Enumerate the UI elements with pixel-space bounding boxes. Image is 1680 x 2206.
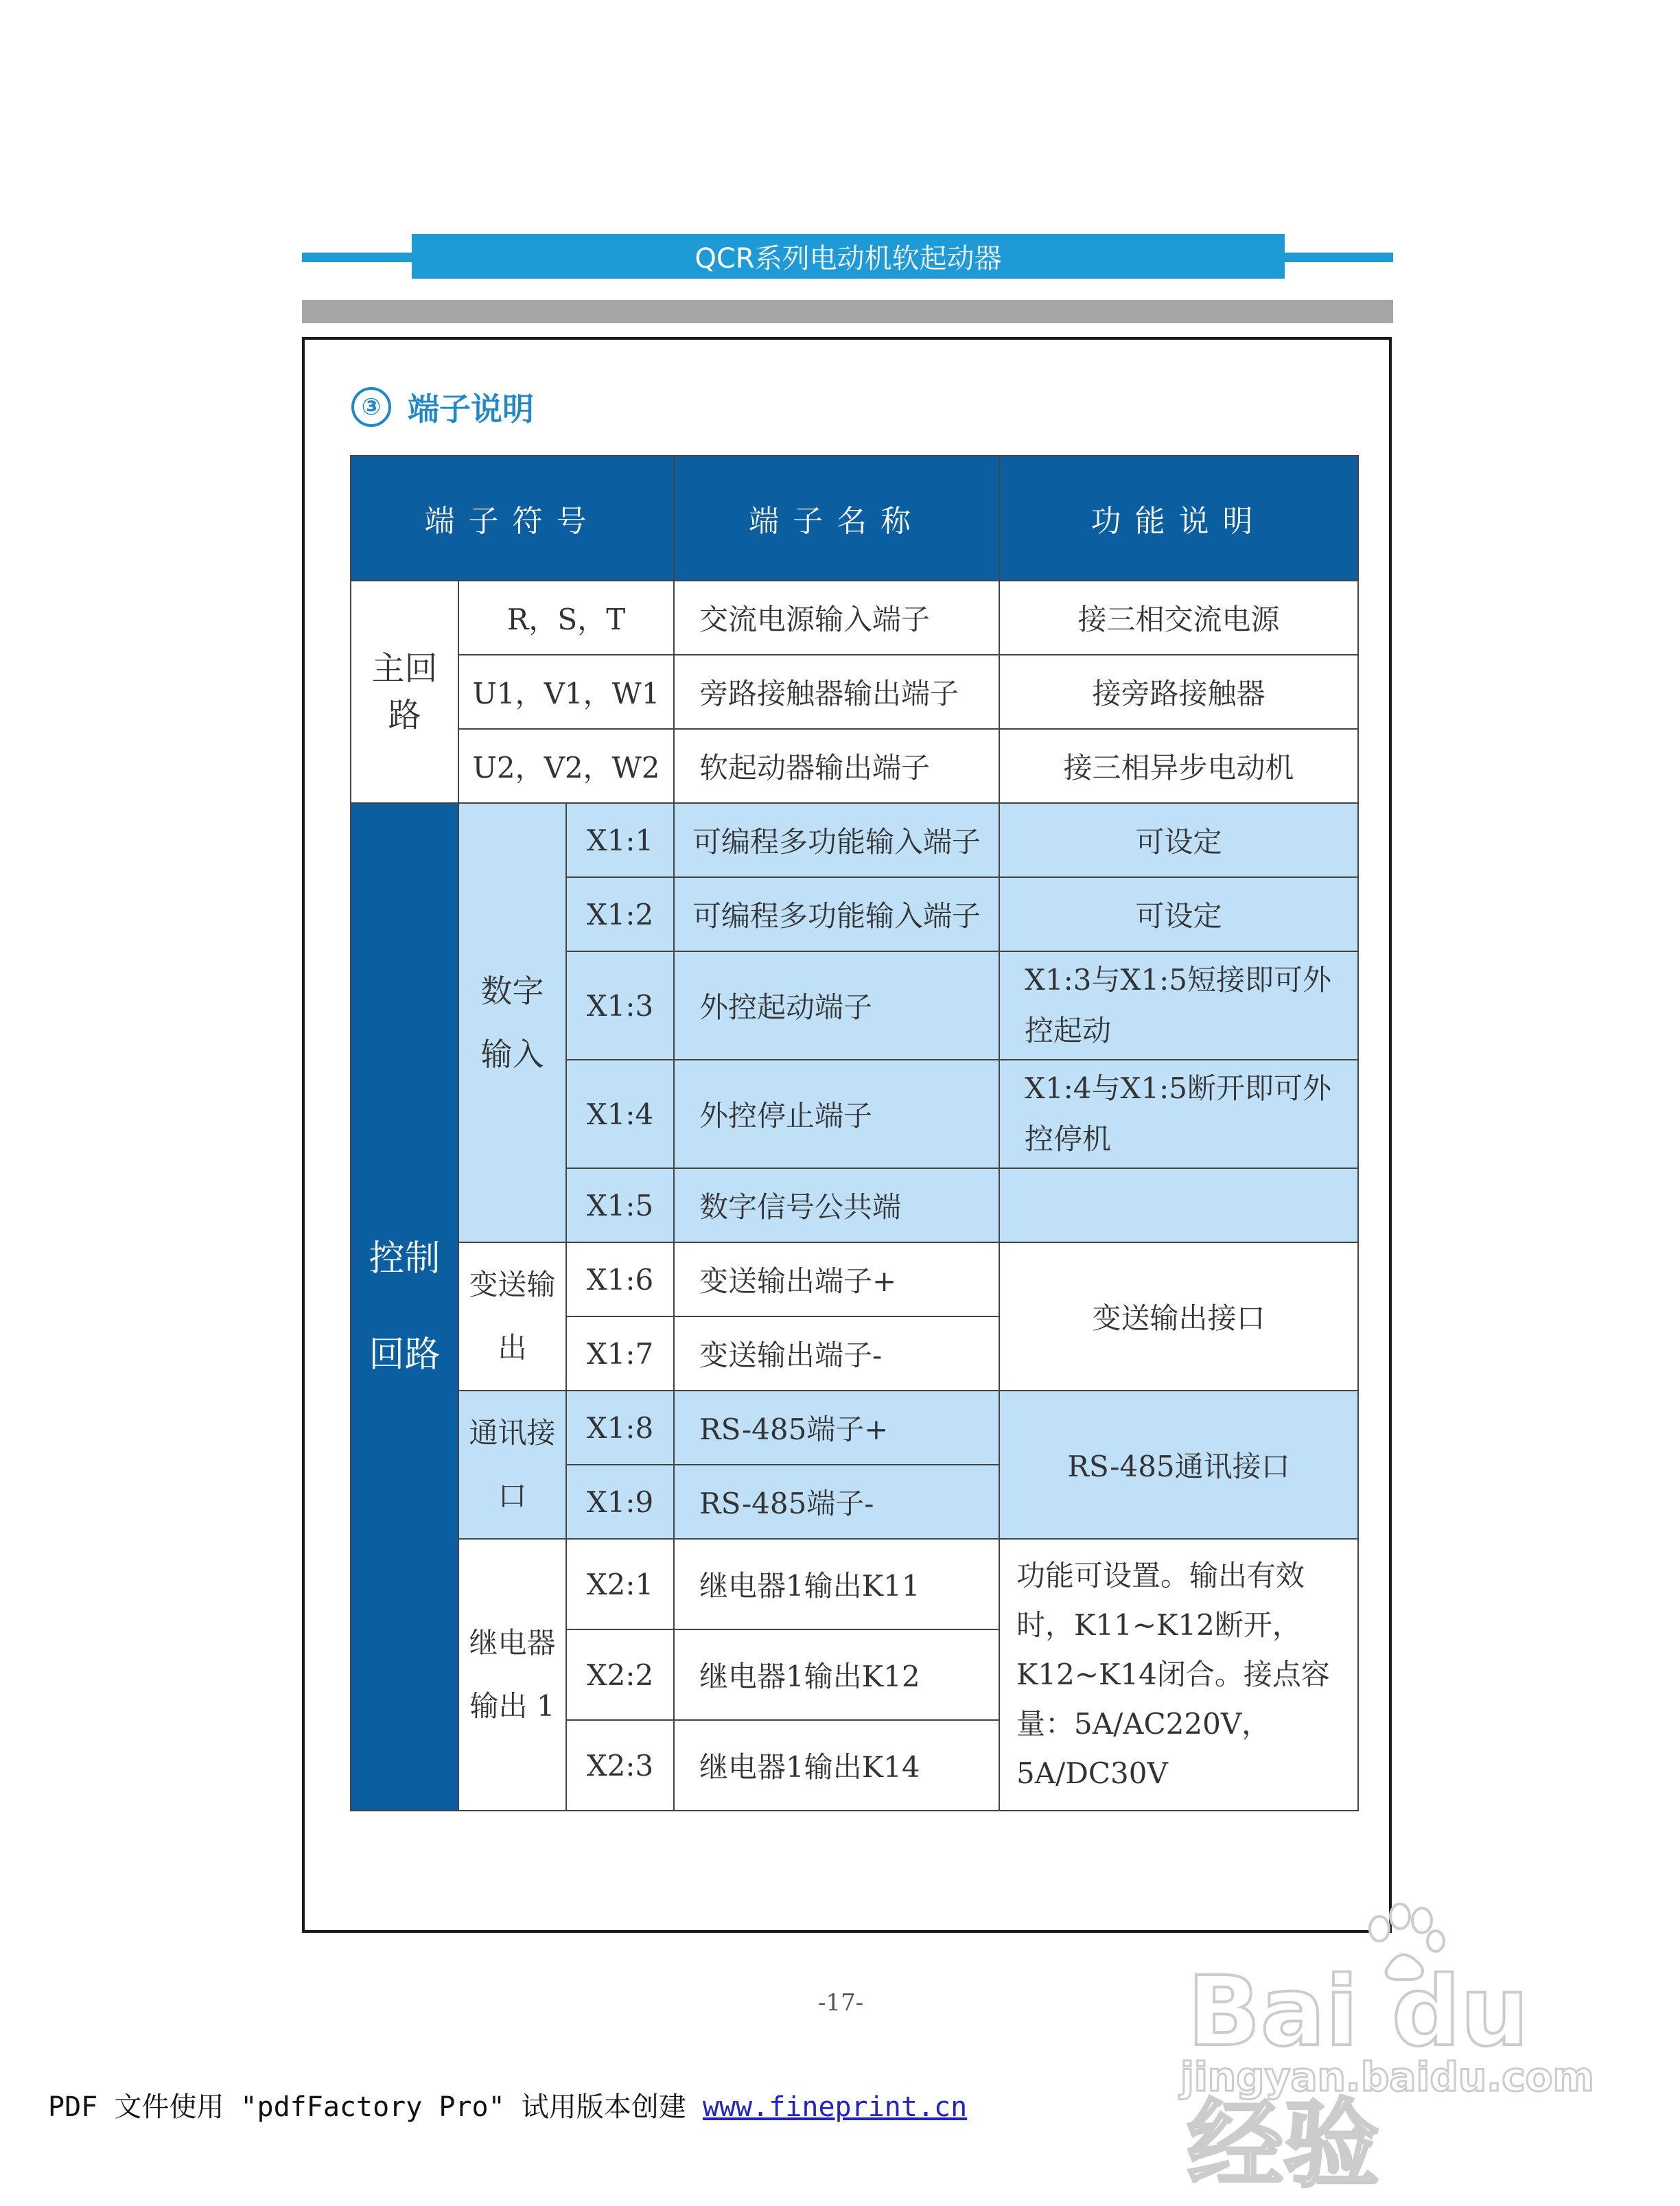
terminal-symbol: X1:7: [566, 1316, 674, 1391]
relay-output-function: 功能可设置。输出有效时，K11~K12断开，K12~K14闭合。接点容量：5A/AC220V，5A/DC30V: [999, 1539, 1358, 1811]
table-row: [351, 803, 1358, 877]
baidu-watermark: [1174, 1901, 1594, 2201]
table-row: [351, 729, 1358, 803]
terminal-name: 软起动器输出端子: [674, 729, 999, 803]
terminal-symbol: X1:4: [566, 1060, 674, 1168]
terminal-symbol: X1:1: [566, 803, 674, 877]
section-heading: [351, 383, 534, 431]
section-title: 端子说明: [408, 391, 534, 428]
watermark-url: jingyan.baidu.com: [1180, 2054, 1594, 2100]
comm-interface-function: RS-485通讯接口: [999, 1391, 1358, 1539]
terminal-function: X1:3与X1:5短接即可外控起动: [999, 951, 1358, 1060]
table-row: [351, 581, 1358, 655]
terminal-name: 变送输出端子+: [674, 1242, 999, 1316]
terminal-symbol: X1:2: [566, 877, 674, 951]
main-circuit-label: 主回路: [351, 581, 458, 803]
header-name: 端子名称: [674, 456, 999, 581]
terminal-function: 接三相异步电动机: [999, 729, 1358, 803]
terminal-name: 外控起动端子: [674, 951, 999, 1060]
table-header-row: [351, 456, 1358, 581]
terminal-symbol: U2，V2，W2: [458, 729, 674, 803]
table-row: [351, 655, 1358, 729]
terminal-function: 可设定: [999, 877, 1358, 951]
table-row: [351, 1539, 1358, 1629]
terminal-symbol: X2:1: [566, 1539, 674, 1629]
header-function: 功能说明: [999, 456, 1358, 581]
pdf-footer: [48, 2085, 967, 2124]
terminal-name: 变送输出端子-: [674, 1316, 999, 1391]
terminal-symbol: R，S，T: [458, 581, 674, 655]
transmit-output-label: 变送输出: [458, 1242, 566, 1391]
header-title: QCR系列电动机软起动器: [412, 234, 1285, 279]
terminal-symbol: X1:8: [566, 1391, 674, 1465]
terminal-function: 接三相交流电源: [999, 581, 1358, 655]
terminal-function: 接旁路接触器: [999, 655, 1358, 729]
terminal-name: 交流电源输入端子: [674, 581, 999, 655]
digital-input-label: 数字输入: [458, 803, 566, 1242]
page-number: -17-: [817, 1989, 864, 2017]
terminal-symbol: X2:3: [566, 1720, 674, 1811]
terminal-symbol: X1:3: [566, 951, 674, 1060]
terminal-name: 旁路接触器输出端子: [674, 655, 999, 729]
comm-interface-label: 通讯接口: [458, 1391, 566, 1539]
terminal-function: 可设定: [999, 803, 1358, 877]
watermark-logo: Bai du 经验: [1187, 1956, 1529, 2201]
terminal-name: 继电器1输出K12: [674, 1629, 999, 1720]
terminal-function: X1:4与X1:5断开即可外控停机: [999, 1060, 1358, 1168]
control-circuit-label: 控制回路: [351, 803, 458, 1811]
terminal-name: RS-485端子+: [674, 1391, 999, 1465]
gray-divider: [302, 300, 1393, 323]
terminal-symbol: X1:6: [566, 1242, 674, 1316]
terminal-name: 可编程多功能输入端子: [674, 877, 999, 951]
terminal-table: [350, 455, 1359, 1811]
terminal-function: [999, 1168, 1358, 1242]
terminal-name: 数字信号公共端: [674, 1168, 999, 1242]
terminal-name: RS-485端子-: [674, 1465, 999, 1539]
terminal-name: 外控停止端子: [674, 1060, 999, 1168]
terminal-symbol: U1，V1，W1: [458, 655, 674, 729]
footer-text: PDF 文件使用 "pdfFactory Pro" 试用版本创建: [48, 2091, 703, 2123]
terminal-symbol: X2:2: [566, 1629, 674, 1720]
transmit-output-function: 变送输出接口: [999, 1242, 1358, 1391]
terminal-name: 继电器1输出K14: [674, 1720, 999, 1811]
section-number: ③: [351, 387, 391, 427]
terminal-symbol: X1:5: [566, 1168, 674, 1242]
table-row: [351, 1242, 1358, 1316]
relay-output-label: 继电器输出 1: [458, 1539, 566, 1811]
terminal-symbol: X1:9: [566, 1465, 674, 1539]
terminal-name: 可编程多功能输入端子: [674, 803, 999, 877]
table-row: [351, 1391, 1358, 1465]
footer-link[interactable]: www.fineprint.cn: [702, 2091, 968, 2123]
header-symbol: 端子符号: [351, 456, 674, 581]
terminal-name: 继电器1输出K11: [674, 1539, 999, 1629]
